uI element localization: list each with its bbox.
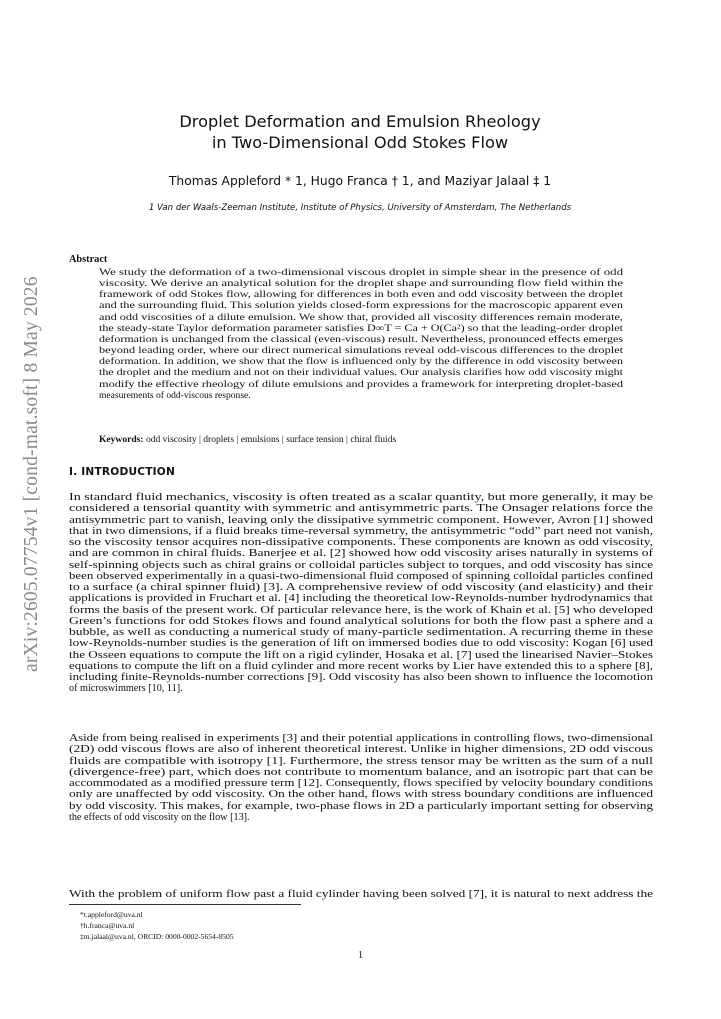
body-text-line: equations to compute the lift on a fluid cylinder and more recent works by Lier have extended this to a sphere [8], [69, 660, 653, 672]
abstract-line: and the surrounding fluid. This solution yields closed-form expressions for the macroscopic apparent even [99, 300, 623, 312]
body-text-line: (divergence-free) part, which does not contribute to momentum balance, and an isotropic part that can be [69, 766, 653, 778]
abstract-line: modify the effective rheology of dilute emulsions and provides a framework for interpreting droplet-based [99, 378, 623, 390]
body-text-line: self-spinning objects such as chiral grains or colloidal particles subject to torques, and odd viscosity has since [69, 559, 653, 571]
abstract-line: deformation. In addition, we show that the flow is influenced only by the difference in odd viscosity between [99, 356, 623, 368]
body-text-line: antisymmetric part to vanish, leaving only the dissipative symmetric component. However, Avron [1] showed [69, 514, 653, 526]
abstract-line: measurements of odd-viscous response. [99, 389, 251, 401]
abstract-line: and odd viscosities of a dilute emulsion. We show that, provided all viscosity differences remain moderate, [99, 311, 623, 323]
keywords-line [99, 434, 623, 445]
title-line-1: Droplet Deformation and Emulsion Rheology [179, 112, 541, 131]
body-text-line: been observed experimentally in a quasi-two-dimensional fluid composed of spinning colloidal particles confined [69, 570, 653, 582]
keywords-label: Keywords: [99, 434, 144, 445]
body-text-line: by odd viscosity. This makes, for example, two-phase flows in 2D a particularly important setting for observing [69, 800, 653, 812]
body-text-line: that in two dimensions, if a fluid breaks time-reversal symmetry, the antisymmetric “odd” part need not vanish, [69, 525, 653, 537]
abstract-heading: Abstract [69, 254, 108, 265]
title-line-2: in Two-Dimensional Odd Stokes Flow [211, 133, 509, 152]
affiliation: 1 Van der Waals-Zeeman Institute, Institute of Physics, University of Amsterdam, The Netherlands [148, 203, 572, 213]
keywords-list: odd viscosity | droplets | emulsions | surface tension | chiral fluids [145, 434, 397, 445]
body-text-line: and are common in chiral fluids. Banerjee et al. [2] showed how odd viscosity arises naturally in systems of [69, 548, 653, 560]
body-text-line: of microswimmers [10, 11]. [69, 683, 183, 695]
paper-title [60, 111, 660, 153]
footnote-line: †h.franca@uva.nl [80, 921, 135, 931]
abstract-line: We study the deformation of a two-dimensional viscous droplet in simple shear in the presence of odd [99, 267, 623, 278]
footnotes [80, 909, 234, 943]
body-text-line: only are unaffected by odd viscosity. On the other hand, flows with stress boundary conditions are influenced [69, 789, 653, 801]
abstract-line: framework of odd Stokes flow, allowing for differences in both even and odd viscosity between the droplet [99, 289, 623, 301]
body-text-line: applications is provided in Fruchart et al. [4] including the theoretical low-Reynolds-number hydrodynamics that [69, 593, 653, 605]
footnote-rule [69, 904, 301, 905]
section-heading-introduction: I. INTRODUCTION [69, 466, 176, 478]
footnote-line: *t.appleford@uva.nl [80, 910, 143, 919]
intro-paragraph-3 [69, 889, 653, 900]
body-text-line: low-Reynolds-number studies is the generation of lift on immersed bodies due to odd viscosity: Kogan [6] used [69, 638, 653, 650]
page-number: 1 [357, 950, 364, 961]
abstract-body [99, 267, 623, 401]
author-list: Thomas Appleford * 1, Hugo Franca † 1, and Maziyar Jalaal ‡ 1 [168, 174, 552, 188]
abstract-line: the steady-state Taylor deformation parameter satisfies D∞T = Ca + O(Ca²) so that the leading-order droplet [99, 322, 623, 334]
body-text-line: the Osseen equations to compute the lift on a rigid cylinder, Hosaka et al. [7] used the linearised Navier–Stokes [69, 649, 653, 661]
body-text-line: so the viscosity tensor acquires non-dissipative components. These components are known as odd viscosity, [69, 537, 653, 548]
body-text-line: forms the basis of the present work. Of particular relevance here, is the work of Khain et al. [5] who developed [69, 604, 653, 616]
body-text-line: the effects of odd viscosity on the flow [13]. [69, 811, 250, 823]
footnote-line: ‡m.jalaal@uva.nl, ORCID: 0000-0002-5654-8505 [80, 932, 234, 942]
intro-paragraph-1 [69, 492, 653, 695]
abstract-line: deformation is unchanged from the classical (even-viscous) result. Nevertheless, pronounced effects emerges [99, 333, 623, 345]
body-text-line: In standard fluid mechanics, viscosity is often treated as a scalar quantity, but more generally, it may be [69, 492, 653, 503]
body-text-line: bubble, as well as conducting a numerical study of many-particle sedimentation. A recurring theme in these [69, 627, 653, 638]
body-text-line: Green’s functions for odd Stokes flows and found analytical solutions for both the flow past a sphere and a [69, 615, 653, 627]
abstract-line: beyond leading order, where our direct numerical simulations reveal odd-viscous differences to the droplet [99, 345, 623, 357]
abstract-line: the droplet and the medium and not on their individual values. Our analysis clarifies how odd viscosity might [99, 367, 623, 379]
abstract-line: viscosity. We derive an analytical solution for the droplet shape and surrounding flow field within the [99, 278, 623, 290]
intro-paragraph-2 [69, 733, 653, 823]
arxiv-identifier-stamp[interactable]: arXiv:2605.07754v1 [cond-mat.soft] 8 May 2026 [21, 276, 42, 672]
body-text-line: to a surface (a chiral spinner fluid) [3]. A comprehensive review of odd viscosity (and elasticity) and their [69, 582, 653, 593]
body-text-line: (2D) odd viscous flows are also of inherent theoretical interest. Unlike in higher dimensions, 2D odd viscous [69, 744, 653, 756]
body-text-line: With the problem of uniform flow past a fluid cylinder having been solved [7], it is natural to next address the [69, 889, 653, 900]
body-text-line: Aside from being realised in experiments [3] and their potential applications in controlling flows, two-dimensional [69, 733, 653, 744]
body-text-line: including finite-Reynolds-number corrections [9]. Odd viscosity has also been shown to influence the locomotion [69, 672, 653, 683]
body-text-line: considered a tensorial quantity with symmetric and antisymmetric parts. The Onsager relations force the [69, 503, 653, 515]
body-text-line: accommodated as a modified pressure term [12]. Consequently, flows specified by velocity boundary conditions [69, 778, 653, 789]
body-text-line: fluids are compatible with isotropy [1]. Furthermore, the stress tensor may be written as the sum of a null [69, 755, 653, 767]
